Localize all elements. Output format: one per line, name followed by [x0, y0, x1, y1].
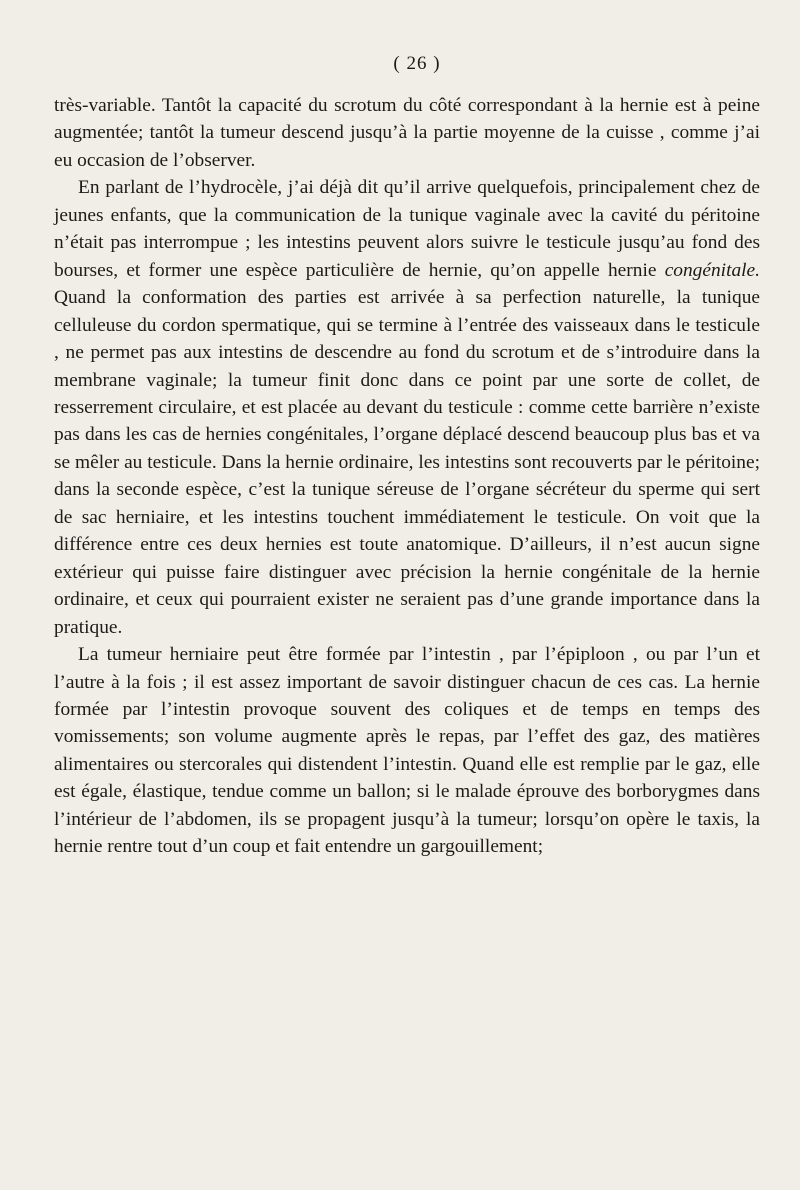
paragraph: [54, 174, 760, 641]
italic-term: congénitale.: [664, 259, 760, 281]
paragraph: [54, 641, 760, 861]
text-run: Quand la conformation des parties est arrivée à sa perfection naturelle, la tunique celluleuse du cordon spermatique, qui se termine à l’entrée des vaisseaux dans le testicule , ne permet pas aux intestins de descendre au fond du scrotum et de s’introduire dans la membrane vaginale; la tumeur finit donc dans ce point par une sorte de collet, de resserrement circulaire, et est placée au devant du testicule : comme cette barrière n’existe pas dans les cas de hernies congénitales, l’organe déplacé descend beaucoup plus bas et va se mêler au testicule. Dans la hernie ordinaire, les intestins sont recouverts par le péritoine; dans la seconde espèce, c’est la tunique séreuse de l’organe sécréteur du sperme qui sert de sac herniaire, et les intestins touchent immédiatement le testicule. On voit que la différence entre ces deux hernies est toute anatomique. D’ailleurs, il n’est aucun signe extérieur qui puisse faire distinguer avec précision la hernie congénitale de la hernie ordinaire, et ceux qui pourraient exister ne seraient pas d’une grande importance dans la pratique.: [54, 287, 760, 638]
body-text: [54, 92, 760, 861]
text-run: En parlant de l’hydrocèle, j’ai déjà dit qu’il arrive quelquefois, principalement chez de jeunes enfants, que la communication de la tunique vaginale avec la cavité du péritoine n’était pas interrompue ; les intestins peuvent alors suivre le testicule jusqu’au fond des bourses, et former une espèce particulière de hernie, qu’on appelle hernie: [54, 177, 760, 281]
paragraph: [54, 92, 760, 174]
page-number: ( 26 ): [393, 53, 441, 74]
text-run: très-variable. Tantôt la capacité du scrotum du côté correspondant à la hernie est à peine augmentée; tantôt la tumeur descend jusqu’à la partie moyenne de la cuisse , comme j’ai eu occasion de l’observer.: [54, 95, 760, 171]
text-run: La tumeur herniaire peut être formée par l’intestin , par l’épiploon , ou par l’un et l’autre à la fois ; il est assez important de savoir distinguer chacun de ces cas. La hernie formée par l’intestin provoque souvent des coliques et de temps en temps des vomissements; son volume augmente après le repas, par l’effet des gaz, des matières alimentaires ou stercorales qui distendent l’intestin. Quand elle est remplie par le gaz, elle est égale, élastique, tendue comme un ballon; si le malade éprouve des borborygmes dans l’intérieur de l’abdomen, ils se propagent jusqu’à la tumeur; lorsqu’on opère le taxis, la hernie rentre tout d’un coup et fait entendre un gargouillement;: [54, 644, 760, 858]
